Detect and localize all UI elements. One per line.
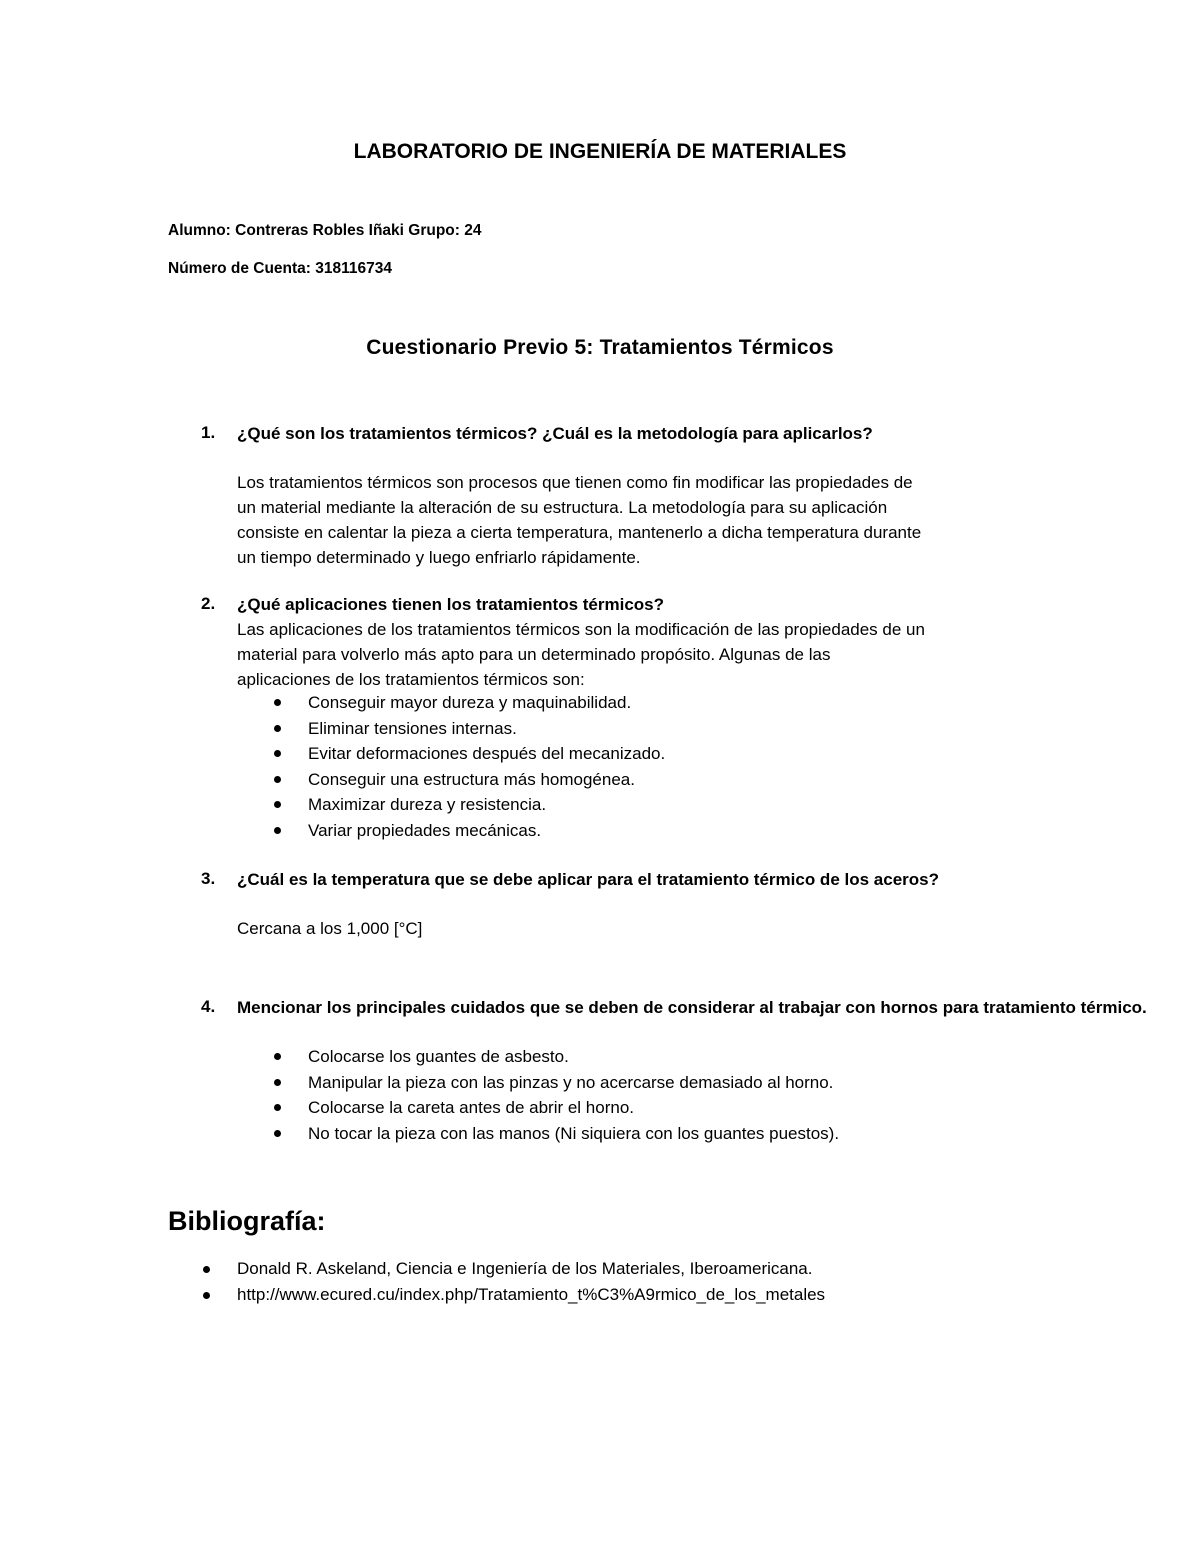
answer-line: consiste en calentar la pieza a cierta temperatura, mantenerlo a dicha temperatura durante <box>237 523 922 542</box>
question-text <box>237 995 1147 1020</box>
list-item <box>308 767 665 793</box>
question-number: 4. <box>201 997 216 1016</box>
bullet-icon <box>274 1104 281 1111</box>
list-item-text: Manipular la pieza con las pinzas y no acercarse demasiado al horno. <box>308 1072 834 1092</box>
list-item <box>308 818 665 844</box>
list-item-text: No tocar la pieza con las manos (Ni siquiera con los guantes puestos). <box>308 1123 840 1143</box>
list-item <box>308 1095 839 1121</box>
student-line: Alumno: Contreras Robles Iñaki Grupo: 24 <box>168 222 482 239</box>
bullet-icon <box>274 1130 281 1137</box>
bibliography-title: Bibliografía: <box>168 1206 326 1236</box>
answer-line: un material mediante la alteración de su estructura. La metodología para su aplicación <box>237 498 888 517</box>
account-number-line: Número de Cuenta: 318116734 <box>168 260 392 277</box>
answer-paragraph <box>237 617 1037 692</box>
question-text <box>237 592 664 617</box>
bibliography-list <box>237 1256 825 1307</box>
bibliography-link[interactable]: http://www.ecured.cu/index.php/Tratamiento_t%C3%A9rmico_de_los_metales <box>237 1284 826 1304</box>
furnace-care-list <box>308 1044 839 1146</box>
list-item-text: Eliminar tensiones internas. <box>308 718 517 738</box>
question-line: Mencionar los principales cuidados que se deben de considerar al trabajar con <box>237 998 876 1017</box>
list-item <box>308 690 665 716</box>
answer-paragraph <box>237 470 1037 570</box>
list-item <box>308 1070 839 1096</box>
list-item-text: Conseguir una estructura más homogénea. <box>308 769 635 789</box>
list-item-text: Maximizar dureza y resistencia. <box>308 795 547 815</box>
list-item <box>308 741 665 767</box>
bibliography-item <box>237 1282 825 1308</box>
bullet-icon <box>203 1266 210 1273</box>
question-line: ¿Cuál es la temperatura que se debe aplicar para el tratamiento térmico de los <box>237 870 870 889</box>
bullet-icon <box>274 801 281 808</box>
list-item <box>308 716 665 742</box>
answer-line: un tiempo determinado y luego enfriarlo rápidamente. <box>237 548 641 567</box>
bullet-icon <box>274 1053 281 1060</box>
list-item-text: Variar propiedades mecánicas. <box>308 820 542 840</box>
list-item-text: Conseguir mayor dureza y maquinabilidad. <box>308 693 632 712</box>
bullet-icon <box>274 750 281 757</box>
answer-paragraph <box>237 916 1037 941</box>
list-item-text: Colocarse los guantes de asbesto. <box>308 1047 569 1066</box>
list-item-text: Colocarse la careta antes de abrir el horno. <box>308 1098 635 1118</box>
bullet-icon <box>274 827 281 834</box>
question-line: aceros? <box>873 870 939 889</box>
list-item <box>308 1121 839 1147</box>
question-line: hornos para tratamiento térmico. <box>880 998 1147 1017</box>
answer-line: Los tratamientos térmicos son procesos que tienen como fin modificar las propiedades de <box>237 473 913 492</box>
list-item-text: Evitar deformaciones después del mecanizado. <box>308 744 666 764</box>
bullet-icon <box>274 699 281 706</box>
question-number: 2. <box>201 594 216 613</box>
question-number: 1. <box>201 423 216 442</box>
bibliography-item <box>237 1256 825 1282</box>
question-number: 3. <box>201 869 216 888</box>
list-item <box>308 1044 839 1070</box>
question-line: ¿Qué aplicaciones tienen los tratamientos térmicos? <box>237 595 665 614</box>
bullet-icon <box>274 776 281 783</box>
applications-list <box>308 690 665 844</box>
answer-line: Las aplicaciones de los tratamientos térmicos son la modificación de las propiedades de un <box>237 620 925 639</box>
questionnaire-title: Cuestionario Previo 5: Tratamientos Térmicos <box>366 336 834 359</box>
bullet-icon <box>274 725 281 732</box>
list-item <box>308 792 665 818</box>
answer-line: material para volverlo más apto para un determinado propósito. Algunas de las <box>237 645 831 664</box>
document-title: LABORATORIO DE INGENIERÍA DE MATERIALES <box>353 140 847 163</box>
question-text <box>237 867 939 892</box>
question-text <box>237 421 873 446</box>
bibliography-item-text: Donald R. Askeland, Ciencia e Ingeniería de los Materiales, Iberoamericana. <box>237 1259 813 1278</box>
bullet-icon <box>274 1079 281 1086</box>
answer-line: aplicaciones de los tratamientos térmicos son: <box>237 670 585 689</box>
bullet-icon <box>203 1292 210 1299</box>
question-line: ¿Qué son los tratamientos térmicos? ¿Cuál es la metodología para aplicarlos? <box>237 424 873 443</box>
answer-line: Cercana a los 1,000 [°C] <box>237 919 423 938</box>
